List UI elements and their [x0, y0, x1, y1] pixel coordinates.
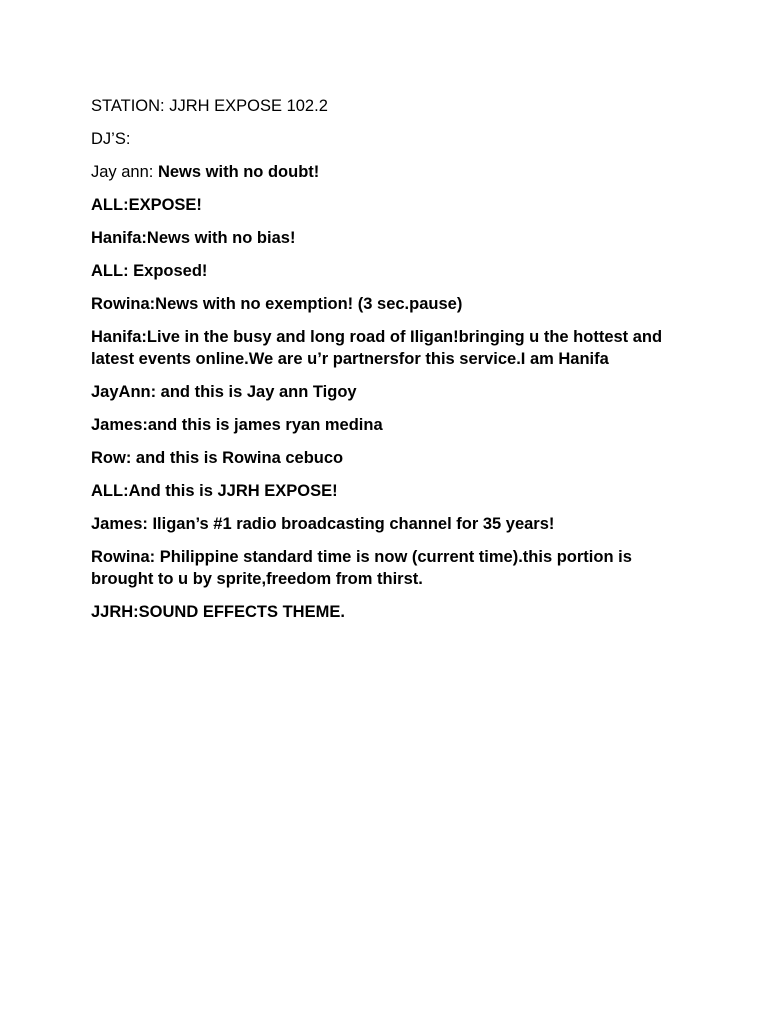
script-line: James: Iligan’s #1 radio broadcasting channel for 35 years!	[91, 515, 555, 533]
script-line-jayann	[91, 161, 691, 183]
script-line: James:and this is james ryan medina	[91, 416, 383, 434]
script-line: Hanifa:News with no bias!	[91, 229, 296, 247]
script-line: ALL:And this is JJRH EXPOSE!	[91, 482, 338, 500]
station-line: STATION: JJRH EXPOSE 102.2	[91, 97, 328, 115]
djs-label: DJ’S:	[91, 130, 131, 148]
document-page	[91, 95, 691, 634]
script-line: ALL: Exposed!	[91, 262, 208, 280]
script-line: Rowina:News with no exemption! (3 sec.pause)	[91, 295, 463, 313]
script-line: Row: and this is Rowina cebuco	[91, 449, 344, 467]
speaker-label: Jay ann:	[91, 163, 158, 181]
script-text: News with no doubt!	[157, 163, 320, 181]
script-line: ALL:EXPOSE!	[91, 196, 202, 214]
script-line: Hanifa:Live in the busy and long road of Iligan!bringing u the hottest and latest events online.We are u’r partnersfor this service.I am Hanifa	[91, 328, 663, 368]
script-line: JJRH:SOUND EFFECTS THEME.	[91, 603, 345, 621]
script-line: JayAnn: and this is Jay ann Tigoy	[91, 383, 357, 401]
script-line: Rowina: Philippine standard time is now (current time).this portion is brought to u by sprite,freedom from thirst.	[91, 548, 632, 588]
